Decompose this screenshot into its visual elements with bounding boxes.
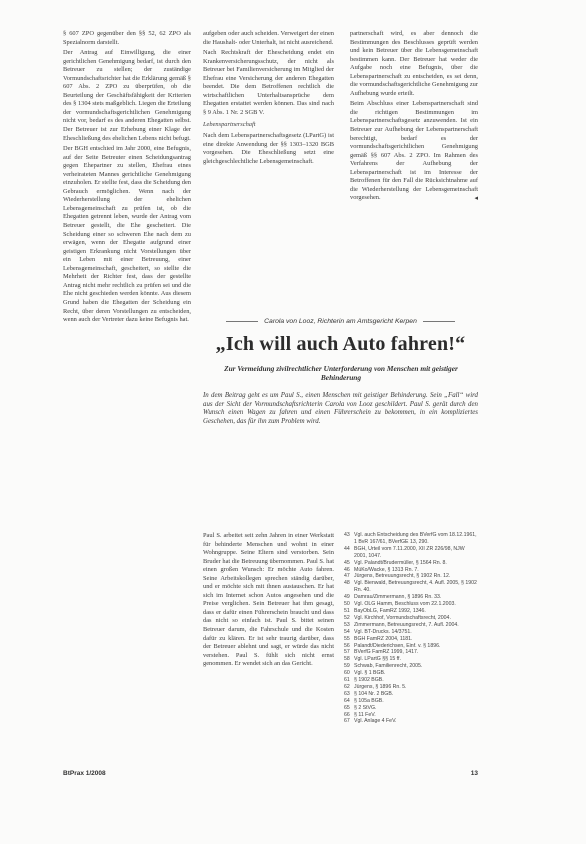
footnote-text: § 104 Nr. 2 BGB. bbox=[354, 690, 394, 697]
footnote-text: Jürgens, § 1896 Rn. 5. bbox=[354, 683, 407, 690]
footnote-number: 55 bbox=[344, 635, 350, 642]
article-title: „Ich will auch Auto fahren!“ bbox=[215, 333, 466, 355]
section-heading: Lebenspartnerschaft bbox=[203, 121, 256, 129]
footnote-item bbox=[344, 649, 478, 656]
footnote-item bbox=[344, 691, 478, 698]
footnote-text: Vgl. LPartG §§ 15 ff. bbox=[354, 656, 401, 663]
footnote-item bbox=[344, 670, 478, 677]
footnote-item bbox=[344, 546, 478, 560]
footnote-number: 47 bbox=[344, 573, 350, 580]
footnote-item bbox=[344, 594, 478, 601]
footnote-item bbox=[344, 656, 478, 663]
footnote-item bbox=[344, 636, 478, 643]
footnote-number: 60 bbox=[344, 670, 350, 677]
footnote-number: 61 bbox=[344, 677, 350, 684]
footnote-text: BayObLG, FamRZ 1992, 1346. bbox=[354, 607, 426, 614]
footnote-text: BVerfG FamRZ 1999, 1417. bbox=[354, 649, 419, 656]
footnote-text: § 2 StVG. bbox=[354, 704, 377, 711]
footnote-item bbox=[344, 608, 478, 615]
footnote-item bbox=[344, 643, 478, 650]
footnote-text: Vgl. § 1 BGB. bbox=[354, 670, 386, 677]
article-author: Carola von Looz, Richterin am Amtsgericht Kerpen bbox=[203, 318, 478, 325]
footnote-text: BGH, Urteil vom 7.11.2000, XII ZR 226/98, NJW 2001, 1047. bbox=[354, 545, 465, 559]
footnote-number: 67 bbox=[344, 718, 350, 725]
footnote-text: MüKo/Wacke, § 1313 Rn. 7. bbox=[354, 566, 419, 573]
footnote-item bbox=[344, 573, 478, 580]
paragraph-text: Beim Abschluss einer Lebenspartnerschaft sind die richtigen Bestimmungen im Lebenspartnerschaftsgesetz anzuwenden. Ist ein Betreuer zur Aufhebung der Lebenspartnerschaft berechtigt, bedarf es der vormundschaftsgerichtlichen Genehmigung gemäß §§ 607 Abs. 2 ZPO. Im Rahmen des Verfahrens der Aufhebung der Lebenspartnerschaft ist im Interesse der Betroffenen für den Fall die Rücksichtnahme auf die Wiederherstellung der Lebensgemeinschaft vorgesehen. bbox=[350, 100, 478, 202]
footnote-text: Vgl. Palandt/Brudermüller, § 1564 Rn. 8. bbox=[354, 559, 447, 566]
footnote-item bbox=[344, 629, 478, 636]
end-mark-icon: ◂ bbox=[474, 194, 478, 203]
footnote-text: § 105a BGB. bbox=[354, 697, 384, 704]
article-lead: In dem Beitrag geht es um Paul S., einen Menschen mit geistiger Behinderung. Sein „Fall“ wird aus der Sicht der Vormundschaftsrichterin Carola von Looz geschildert. Paul S. gerät durch den Wunsch einen Wagen zu fahren und einen Führerschein zu bekommen, in ein kompliziertes Geschehen, das für ihn zum Problem wird. bbox=[203, 392, 478, 426]
paragraph: Der BGH entschied im Jahr 2000, eine Befugnis, auf der Seite Betreuter einen Scheidungsantrag gegen Ehepartner zu stellen, Ehefrau eines verheirateten Mannes gerichtliche Genehmigung einzuholen. Er stellte fest, dass die Scheidung den Gebrauch ermöglichen. Wenn nach der Wiederherstellung der ehelichen Lebensgemeinschaft zu prüfen ist, ob die Ehegatten getrennt leben, wurde der Antrag vom Betreuer gestellt, die Ehe gescheitert. Die Scheidung einer so schweren Ehe nach dem zu erwägen, wenn der Ehegatte aufgrund einer geistigen Erkrankung nicht Vorstellungen über ein Leben mit einer Betreuung, einer Lebensgemeinschaft, gescheitert, so stellte die Mehrheit der Richter fest, dass der gestellte Antrag nicht mehr rechtlich zu prüfen sei und die Ehe nicht geschieden werden könnte. Aus diesem Grund haben die Ehegatten der Scheidung ein Recht, über deren Vorstellungen zu entscheiden, wenn auch der Vertreter dazu keine Befugnis hat. bbox=[63, 145, 191, 324]
paragraph: Paul S. arbeitet seit zehn Jahren in einer Werkstatt für behinderte Menschen und wohnt in einer Wohngruppe. Seine Eltern sind verstorben. Sein Bruder hat die Betreuung übernommen. Paul S. hat einen großen Wunsch: Er möchte Auto fahren. Seine Arbeitskollegen sprechen ständig darüber, und er möchte sich mit ihnen austauschen. Er hat sich im Internet schon Autos angesehen und die Preise verglichen. Sein Betreuer hat ihm gesagt, dass er dafür einen Führerschein braucht und dass das nicht so einfach ist. Paul S. bittet seinen Betreuer darum, die Fahrschule und die Kosten dafür zu klären. Er ist sehr traurig darüber, dass der Betreuer ablehnt und sagt, er würde das nicht verstehen. Paul S. fühlt sich nicht ernst genommen. Er wendet sich an das Gericht. bbox=[203, 532, 334, 668]
footnote-item bbox=[344, 684, 478, 691]
footnote-number: 64 bbox=[344, 697, 350, 704]
footnote-number: 63 bbox=[344, 690, 350, 697]
footnote-text: Palandt/Diederichsen, Einf. v. § 1896. bbox=[354, 642, 441, 649]
footnote-text: Schwab, Familienrecht, 2005. bbox=[354, 663, 423, 670]
footnote-number: 46 bbox=[344, 566, 350, 573]
footnote-item bbox=[344, 567, 478, 574]
footnote-item bbox=[344, 718, 478, 725]
footnote-item bbox=[344, 705, 478, 712]
footnote-number: 56 bbox=[344, 642, 350, 649]
footnote-item bbox=[344, 615, 478, 622]
paragraph: aufgeben oder auch scheiden. Verweigert der einen die Haushalt- oder Unterhalt, ist nicht ausreichend. bbox=[203, 30, 334, 46]
paragraph: Der Antrag auf Einwilligung, die einer gerichtlichen Genehmigung bedarf, ist durch den Betreuer zu stellen; der zuständige Vormundschaftsrichter hat die Erklärung gemäß § 607 Abs. 2 ZPO zu überprüfen, ob die Beurteilung der Geschäftsfähigkeit der Kriterien des § 1304 stets maßgeblich. Liegen die Erteilung der vormundschaftsgerichtlichen Genehmigung nicht vor, bedarf es des anderen Ehegatten selbst. Der Betreuer ist zur Erhebung einer Klage der Eheschließung des ehelichen Lebens nicht befugt. bbox=[63, 49, 191, 142]
footnote-number: 62 bbox=[344, 683, 350, 690]
footnote-number: 48 bbox=[344, 580, 350, 587]
paragraph: Nach Rechtskraft der Ehescheidung endet ein Krankenversicherungsschutz, der nicht als Betreuer bei Familienversicherung im Mitglied der Ehefrau eine Versicherung der anderen Ehegatten beendet. Die dem Betroffenen rechtlich die wirtschaftlichen Unterhaltsansprüche dem Ehegatten erstattet werden können. Das sind nach § 9 Abs. 1 Nr. 2 SGB V. bbox=[203, 49, 334, 116]
footnote-text: Vgl. Bienwald, Betreuungsrecht, 4. Aufl. 2005, § 1902 Rn. 40. bbox=[354, 580, 477, 594]
footnote-text: § 11 FeV. bbox=[354, 711, 376, 718]
footnote-item bbox=[344, 622, 478, 629]
footnote-item bbox=[344, 712, 478, 719]
footnote-number: 52 bbox=[344, 614, 350, 621]
paragraph: § 607 ZPO gegenüber den §§ 52, 62 ZPO als Spezialnorm darstellt. bbox=[63, 30, 191, 46]
footnote-number: 66 bbox=[344, 711, 350, 718]
text-column-right bbox=[350, 30, 478, 286]
footnote-text: § 1902 BGB. bbox=[354, 677, 384, 684]
footnote-item bbox=[344, 677, 478, 684]
footnote-number: 65 bbox=[344, 704, 350, 711]
footnote-text: Zimmermann, Betreuungsrecht, 7. Aufl. 2004. bbox=[354, 621, 459, 628]
footnote-number: 43 bbox=[344, 532, 350, 538]
footnote-item bbox=[344, 560, 478, 567]
footnote-text: Damrau/Zimmermann, § 1896 Rn. 33. bbox=[354, 594, 442, 601]
footnote-number: 50 bbox=[344, 601, 350, 608]
footnote-text: Vgl. Kirchhof, Vormundschaftsrecht, 2004. bbox=[354, 614, 451, 621]
footnote-item bbox=[344, 698, 478, 705]
footnote-item bbox=[344, 580, 478, 594]
footnote-number: 45 bbox=[344, 559, 350, 566]
footnote-text: Vgl. Anlage 4 FeV. bbox=[354, 718, 397, 725]
footnote-number: 53 bbox=[344, 621, 350, 628]
footnote-text: Vgl. auch Entscheidung des BVerfG vom 18.12.1961, 1 BvR 167/61, BVerfGE 13, 290. bbox=[354, 532, 477, 545]
footnote-text: Vgl. OLG Hamm, Beschluss vom 22.1.2003. bbox=[354, 601, 456, 608]
article-body bbox=[203, 532, 334, 754]
footnote-number: 51 bbox=[344, 607, 350, 614]
footnote-item bbox=[344, 663, 478, 670]
footnote-number: 54 bbox=[344, 628, 350, 635]
text-column-left bbox=[63, 30, 191, 730]
footnotes bbox=[344, 532, 478, 757]
footnote-number: 57 bbox=[344, 649, 350, 656]
footnote-number: 49 bbox=[344, 594, 350, 601]
footnote-number: 58 bbox=[344, 656, 350, 663]
paragraph: partnerschaft wird, es aber dennoch die Bestimmungen des Beschlusses geprüft werden und kein Betreuer über die Lebensgemeinschaft bestimmen kann. Der Betreuer hat weder die Aufgabe noch eine Befugnis, über die Lebenspartnerschaft zu entscheiden, es sei denn, die vormundschaftsgerichtliche Genehmigung zur Aufhebung wurde erteilt. bbox=[350, 30, 478, 97]
footnote-item bbox=[344, 601, 478, 608]
footnote-number: 59 bbox=[344, 663, 350, 670]
article-subtitle: Zur Vermeidung zivilrechtlicher Unterforderung von Menschen mit geistiger Behinderung bbox=[224, 364, 458, 382]
footnote-text: Vgl. BT-Drucks. 14/3751. bbox=[354, 628, 412, 635]
paragraph: Nach dem Lebenspartnerschaftsgesetz (LPartG) ist eine direkte Anwendung der §§ 1303–1320 BGB vorgesehen. Die Eheschließung setzt eine gleichgeschlechtliche Lebensgemeinschaft. bbox=[203, 132, 334, 165]
footnote-number: 44 bbox=[344, 545, 350, 552]
footer-journal: BtPrax 1/2008 bbox=[63, 770, 106, 777]
footnote-text: Jürgens, Betreuungsrecht, § 1902 Rn. 12. bbox=[354, 573, 451, 580]
paragraph bbox=[350, 100, 478, 203]
page-number: 13 bbox=[470, 770, 478, 777]
text-column-middle bbox=[203, 30, 334, 300]
footnote-item bbox=[344, 532, 478, 546]
footnote-text: BGH FamRZ 2004, 1181. bbox=[354, 635, 413, 642]
